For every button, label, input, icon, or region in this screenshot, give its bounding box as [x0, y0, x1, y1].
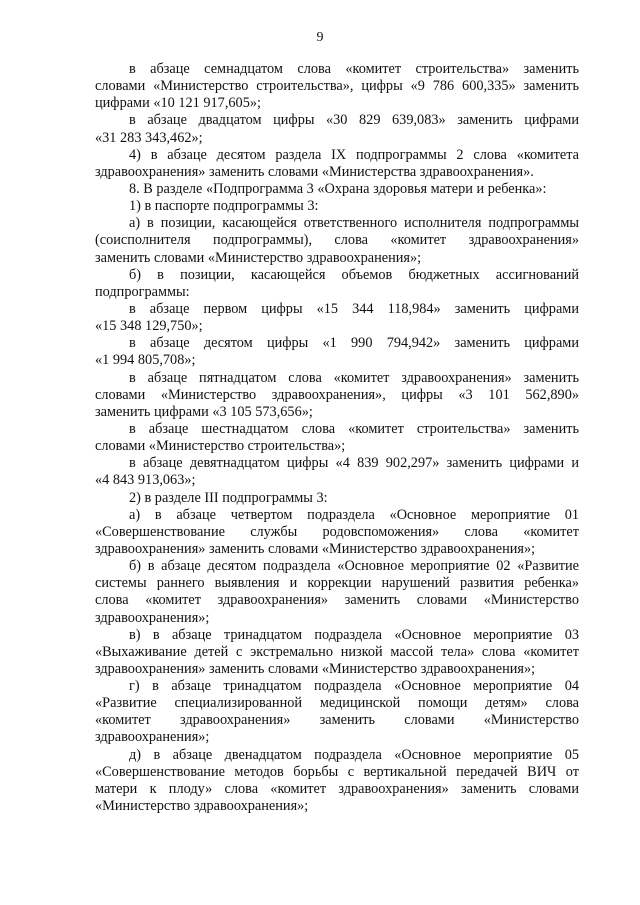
- text-line: в абзаце шестнадцатом слова «комитет строительства» заменить: [129, 420, 579, 437]
- text-line: здравоохранения» заменить словами «Министерства здравоохранения».: [95, 163, 534, 180]
- text-line: здравоохранения»;: [95, 729, 210, 746]
- text-line: «Совершенствование методов борьбы с вертикальной передачей ВИЧ от: [95, 763, 579, 780]
- text-line: «1 994 805,708»;: [95, 352, 196, 369]
- text-line: цифрами «10 121 917,605»;: [95, 95, 261, 112]
- text-line: 8. В разделе «Подпрограмма 3 «Охрана здоровья матери и ребенка»:: [129, 180, 547, 197]
- text-line: «4 843 913,063»;: [95, 472, 196, 489]
- text-line: в абзаце десятом цифры «1 990 794,942» заменить цифрами: [129, 335, 579, 352]
- text-line: «Совершенствование службы родовспоможения» слова «комитет: [95, 523, 579, 540]
- text-line: «Выхаживание детей с экстремально низкой массой тела» слова «комитет: [95, 643, 579, 660]
- text-line: здравоохранения» заменить словами «Министерство здравоохранения»;: [95, 540, 536, 557]
- text-line: здравоохранения»;: [95, 609, 210, 626]
- text-line: в абзаце семнадцатом слова «комитет строительства» заменить: [129, 61, 579, 77]
- text-line: 4) в абзаце десятом раздела IX подпрограммы 2 слова «комитета: [129, 146, 579, 163]
- text-line: словами «Министерство строительства», цифры «9 786 600,335» заменить: [95, 78, 579, 95]
- text-line: заменить словами «Министерство здравоохранения»;: [95, 249, 422, 266]
- text-line: в) в абзаце тринадцатом подраздела «Основное мероприятие 03: [129, 626, 579, 643]
- text-line: заменить цифрами «3 105 573,656»;: [95, 403, 313, 420]
- text-line: здравоохранения» заменить словами «Министерство здравоохранения»;: [95, 660, 536, 677]
- text-line: в абзаце девятнадцатом цифры «4 839 902,297» заменить цифрами и: [129, 455, 579, 472]
- text-line: в абзаце первом цифры «15 344 118,984» заменить цифрами: [129, 300, 579, 317]
- text-line: словами «Министерство строительства»;: [95, 438, 346, 455]
- text-line: «комитет здравоохранения» заменить словами «Министерство: [95, 712, 579, 729]
- text-line: «Развитие специализированной медицинской помощи детям» слова: [95, 695, 579, 712]
- text-line: матери к плоду» слова «комитет здравоохранения» заменить словами: [95, 780, 579, 797]
- text-line: подпрограммы:: [95, 283, 190, 300]
- text-line: д) в абзаце двенадцатом подраздела «Основное мероприятие 05: [129, 746, 579, 763]
- text-line: словами «Министерство здравоохранения», цифры «3 101 562,890»: [95, 386, 579, 403]
- text-line: г) в абзаце тринадцатом подраздела «Основное мероприятие 04: [129, 678, 579, 695]
- text-line: 2) в разделе III подпрограммы 3:: [129, 489, 328, 506]
- text-line: б) в позиции, касающейся объемов бюджетных ассигнований: [129, 266, 579, 283]
- text-line: (соисполнителя подпрограммы), слова «комитет здравоохранения»: [95, 232, 579, 249]
- text-line: слова «комитет здравоохранения» заменить словами «Министерство: [95, 592, 579, 609]
- document-body: [95, 61, 579, 815]
- text-line: б) в абзаце десятом подраздела «Основное мероприятие 02 «Развитие: [129, 558, 579, 575]
- page-number: 9: [316, 30, 324, 45]
- text-line: «Министерство здравоохранения»;: [95, 798, 309, 815]
- text-line: а) в абзаце четвертом подраздела «Основное мероприятие 01: [129, 506, 579, 523]
- text-line: 1) в паспорте подпрограммы 3:: [129, 198, 319, 215]
- text-line: а) в позиции, касающейся ответственного исполнителя подпрограммы: [129, 215, 579, 232]
- text-line: «31 283 343,462»;: [95, 129, 203, 146]
- text-line: системы раннего выявления и коррекции нарушений развития ребенка»: [95, 575, 579, 592]
- text-line: в абзаце пятнадцатом слова «комитет здравоохранения» заменить: [129, 369, 579, 386]
- text-line: «15 348 129,750»;: [95, 318, 203, 335]
- text-line: в абзаце двадцатом цифры «30 829 639,083» заменить цифрами: [129, 112, 579, 129]
